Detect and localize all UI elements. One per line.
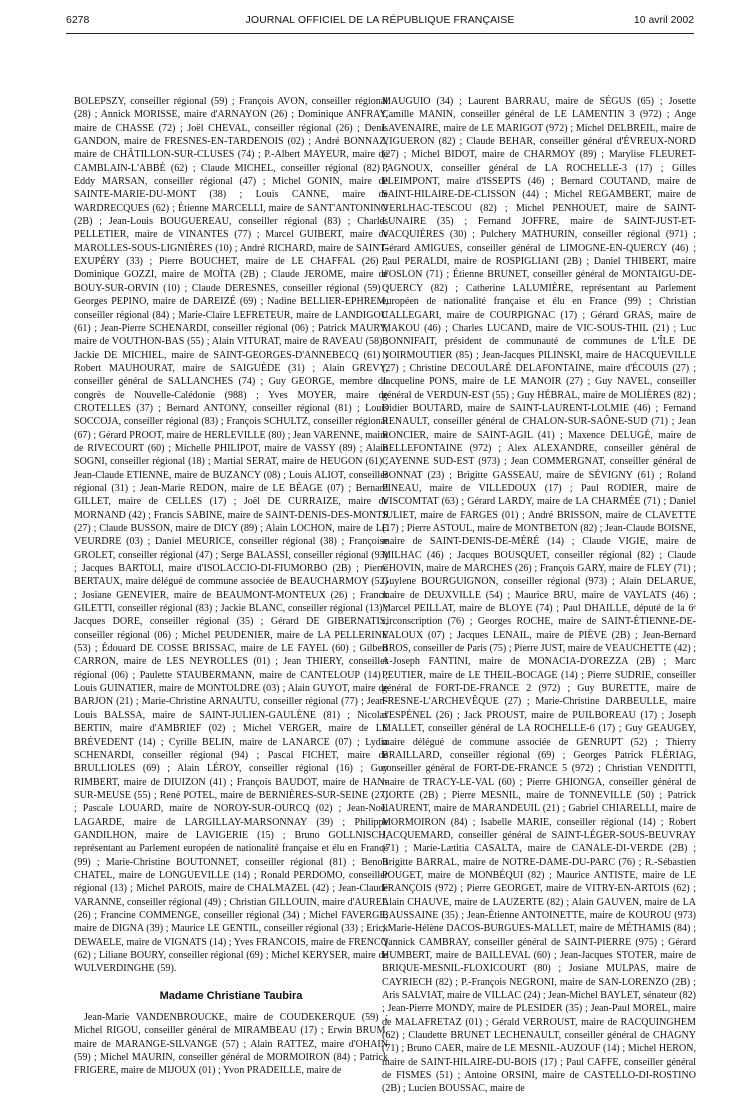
right-column: [382, 95, 696, 1095]
publication-date: 10 avril 2002: [633, 14, 694, 26]
sponsor-list-paragraph: Jean-Marie VANDENBROUCKE, maire de COUDEKERQUE (59) ; Michel RIGOU, conseiller général de MIRAMBEAU (17) ; Erwin BRUM, maire de MARANGE-SILVANGE (57) ; Alain RATTEZ, maire d'OHAIN (59) ; Michel MAURIN, conseiller général de MORMOIRON (84) ; Patrick FRIGERE, maire de MIJOUX (01) ; Yvon PRADEILLE, maire de: [74, 1012, 388, 1077]
page-header: [66, 14, 694, 30]
candidate-heading: Madame Christiane Taubira: [159, 989, 303, 1002]
left-column: [74, 95, 388, 1077]
journal-title: JOURNAL OFFICIEL DE LA RÉPUBLIQUE FRANÇAISE: [245, 14, 515, 26]
page-number: 6278: [66, 14, 90, 26]
sponsor-list-paragraph: BOLEPSZY, conseiller régional (59) ; François AVON, conseiller régional (28) ; Annick MORISSE, maire d'ARNAYON (26) ; Dominique ANFRAY, maire de CHASSE (72) ; Joël CHEVAL, conseiller régional (26) ; Denis GANDON, maire de FRESNES-EN-TARDENOIS (02) ; André BONNAZ, maire de CHÂTILLON-SUR-CLUSES (74) ; P.-Albert MAYEUR, maire de CAMBLAIN-L'ABBÉ (62) ; Claude MICHEL, conseiller régional (82) ; Eddy MARSAN, conseiller régional (47) ; Michel GONIN, maire de SAINTE-MARIE-DU-MONT (38) ; Louis CANNE, maire de WARDRECQUES (62) ; Étienne MARCELLI, maire de SANT'ANTONINO (2B) ; Jean-Louis BOUGUEREAU, conseiller régional (83) ; Charles PELLETIER, maire de VINANTES (77) ; Marcel GUIBERT, maire de MAROLLES-SOUS-LIGNIÈRES (10) ; André RICHARD, maire de SAINT-EXUPÉRY (33) ; Pierre BOUCHET, maire de LE CHAFFAL (26) ; Dominique GOZZI, maire de MOÏTA (2B) ; Claude JEROME, maire de BOUY-SUR-ORVIN (10) ; Claude DERESNES, conseiller régional (59) ; Georges PEPINO, maire de DAREIZÉ (69) ; Nadine BELLIER-EPHREM, conseiller régional (84) ; Marie-Claire LEFRETEUR, maire de LANDIGOU (61) ; Jean-Pierre SCHENARDI, conseiller régional (06) ; Patrick MAURY, maire de VOUTHON-BAS (55) ; Alain VITURAT, maire de RAVEAU (58) ; Jackie DE MICHIEL, maire de SAINT-GEORGES-D'ANNEBECQ (61) ; Robert MAUHOURAT, maire de SAIGUÈDE (31) ; Alain GREVY, conseiller général de SALLANCHES (74) ; Guy GEORGE, membre du congrès de Nouvelle-Calédonie (988) ; Yves MOYER, maire de CROTELLES (37) ; Bernard ANTONY, conseiller régional (81) ; Louis SOCCOJA, conseiller régional (83) ; François SCHULTZ, conseiller régional (67) ; Gérard PROOT, maire de HERLEVILLE (80) ; Jean VARENNE, maire de RIVECOURT (60) ; Michelle PHILIPOT, maire de VASSY (89) ; Alain SOGNI, conseiller régional (18) ; Martial SERAT, maire de HEUGON (61) ; Jean-Claude ETIENNE, maire de BUZANCY (08) ; Louis ALIOT, conseiller régional (31) ; Jean-Marie REDON, maire de LE BÉAGE (07) ; Bernard GILLET, maire de CELLES (17) ; Joël DE CURRAIZE, maire de MORNAND (42) ; Francis SABINE, maire de SAINT-DENIS-DES-MONTS (27) ; Claude BUSSON, maire de DICY (89) ; Alain LOCHON, maire de LE VEURDRE (03) ; Daniel MEURICE, conseiller régional (38) ; Françoise GROLET, conseiller régional (47) ; Serge BALASSI, conseiller régional (93) ; Jacques BARTOLI, maire d'ISOLACCIO-DI-FIUMORBO (2B) ; Pierre BERTAUX, maire délégué de commune associée de BEAUCHARMOY (52) ; Josiane GENEVIER, maire de BEAUMONT-MONTEUX (26) ; Franck GILETTI, conseiller régional (83) ; Jackie BLANC, conseiller régional (13) ; Jacques DORE, conseiller régional (35) ; Gérard DE GIBERNATIS, conseiller régional (06) ; Michel PEUDENIER, maire de LA PELLERINE (53) ; Édouard DE COSSE BRISSAC, maire de LE FAYEL (60) ; Gilbert CARRON, maire de LES NEYROLLES (01) ; Jean THIERY, conseiller régional (06) ; Paulette STAUBERMANN, maire de CANTELOUP (14) ; Louis GUINATIER, maire de MONTOLDRE (03) ; Alain GUYOT, maire de BARJON (21) ; Marie-Christine ARNAUTU, conseiller régional (77) ; Jean-Louis BALSSA, maire de SAINT-JULIEN-GAULÈNE (81) ; Nicolas BERTIN, maire d'AMBRIEF (02) ; Michel VERGER, maire de LE BRÉVEDENT (14) ; Cyrille BELIN, maire de LANARCE (07) ; Lydia SCHENARDI, conseiller régional (94) ; Pascal FICHET, maire de BRULLIOLES (69) ; Alain LÉROY, conseiller régional (16) ; Guy RIMBERT, maire de DIUIZON (41) ; François BAUDOT, maire de HAN-SUR-MEUSE (55) ; René POTEL, maire de BERNIÈRES-SUR-SEINE (27) ; Pascale LOUARD, maire de NOROY-SUR-OURCQ (02) ; Jean-Noël LAGARDE, maire de LARGILLAY-MARSONNAY (39) ; Philippe GANDILHON, maire de LAVIGERIE (15) ; Bruno GOLLNISCH, représentant au Parlement européen de nationalité française et élu en France (99) ; Marie-Christine BOUTONNET, conseiller régional (81) ; Benoît CHATEL, maire de LONGUEVILLE (14) ; Ronald PERDOMO, conseiller régional (13) ; Michel PAROIS, maire de CHALMAZEL (42) ; Jean-Claude VARANNE, conseiller régional (49) ; Christian GILLOUIN, maire d'AUREL (26) ; Francine COMMENGE, conseiller régional (34) ; Michel FAVERGE, maire de DIGNA (39) ; Maurice LE GENTIL, conseiller régional (33) ; Erick DEWAELE, maire de VIGNATS (14) ; Yves FRANCOIS, maire de FRENCQ (62) ; Liliane BOURY, conseiller régional (69) ; Michel KERYSER, maire de WULVERDINGHE (59).: [74, 96, 388, 975]
header-rule: [66, 33, 694, 34]
sponsor-list-paragraph: MAUGUIO (34) ; Laurent BARRAU, maire de SÉGUS (65) ; Josette Camille MANIN, conseiller général de LE LAMENTIN 3 (972) ; Ange LAVENAIRE, maire de LE MARIGOT (972) ; Michel DELBREIL, maire de VIGUERON (82) ; Claude BEHAR, conseiller général d'ÉVREUX-NORD (27) ; Michel BIDOT, maire de CHARMOY (89) ; Marylise FLEURET-PAGNOUX, conseiller général de LA ROCHELLE-3 (17) ; Gilles PLEIMPONT, maire d'ISSEPTS (46) ; Bernard COUTAND, maire de SAINT-HILAIRE-DE-CLISSON (44) ; Michel REGAMBERT, maire de VERLHAC-TESCOU (82) ; Michel PENHOUET, maire de SAINT-LUNAIRE (35) ; Fernand JOFFRE, maire de SAINT-JUST-ET-VACQUIÈRES (30) ; Pulchery MATHURIN, conseiller régional (971) ; Gérard AMIGUES, conseiller général de LIMOGNE-EN-QUERCY (46) ; Paul PERALDI, maire de ROSPIGLIANI (2B) ; Daniel THIBERT, maire d'OSLON (71) ; Étienne BRUNET, conseiller général de MONTAIGU-DE-QUERCY (82) ; Catherine LALUMIÈRE, représentant au Parlement européen de nationalité française et élu en France (99) ; Christian CALLEGARI, maire de COURPIGNAC (17) ; Gérard GRAS, maire de MAKOU (46) ; Charles LUCAND, maire de VIC-SOUS-THIL (21) ; Luc BONNIFAIT, président de communauté de communes de L'ÎLE DE NOIRMOUTIER (85) ; Jean-Jacques PILINSKI, maire de HACQUEVILLE (27) ; Christine DECOULARÉ DELAFONTAINE, maire d'ÉCOUIS (27) ; Jacqueline PONS, maire de LE MANOIR (27) ; Guy NAVEL, conseiller général de VERDUN-EST (55) ; Guy HÉBRAL, maire de MOLIÈRES (82) ; Didier BOUTARD, maire de SAINT-LAURENT-LOLMIE (46) ; Fernand RENAULT, conseiller général de CHALON-SUR-SAÔNE-SUD (71) ; Jean RONCIER, maire de SAINT-AGIL (41) ; Maxence DELUGÉ, maire de BELLEFONTAINE (972) ; Alex ALEXANDRE, conseiller général de CAYENNE SUD-EST (973) ; Jean COMMERGNAT, conseiller général de BONNAT (23) ; Brigitte GASSEAU, maire de SÉVIGNY (61) ; Roland PINEAU, maire de VILLEDOUX (17) ; Paul RODIER, maire de VISCOMTAT (63) ; Gérard LARDY, maire de LA CHARMÉE (71) ; Daniel JULIET, maire de FARGES (01) ; André BRISSON, maire de CLAVETTE (17) ; Pierre ASTOUL, maire de MONTBETON (82) ; Jean-Claude BOISNE, maire de SAINT-DENIS-DE-MÉRÉ (14) ; Claude VIGIE, maire de MILHAC (46) ; Jacques BOUSQUET, conseiller régional (82) ; Claude CHOVIN, maire de MARCHES (26) ; François GARY, maire de FLEY (71) ; Guylene BOURGUIGNON, conseiller régional (973) ; Alain DELARUE, maire de DEUXVILLE (54) ; Maurice BRU, maire de VAYLATS (46) ; Marcel PEILLAT, maire de BLOYE (74) ; Paul DHAILLE, député de la 6ᵉ circonscription (76) ; Georges ROCHE, maire de SAINT-ÉTIENNE-DE-VALOUX (07) ; Jacques LENAIL, maire de PIÈVE (2B) ; Jean-Bernard BROS, conseiller de Paris (75) ; Pierre JUST, maire de VEAUCHETTE (42) ; A-Joseph FANTINI, maire de MONACIA-D'OREZZA (2B) ; Marc PEUTIER, maire de LE THEIL-BOCAGE (14) ; Pierre SUDRIE, conseiller général de FORT-DE-FRANCE 2 (972) ; Guy BURETTE, maire de FRESNE-L'ARCHEVÊQUE (27) ; Marie-Christine DARBEULLE, maire d'ESPÉNEL (26) ; Jack PROUST, maire de PUILBOREAU (17) ; Joseph MALLET, conseiller général de LA ROCHELLE-6 (17) ; Guy GEAUGEY, maire délégué de commune associée de GENRUPT (52) ; Thierry BRAILLARD, conseiller régional (69) ; Georges Patrick FLÉRIAG, conseiller général de FORT-DE-FRANCE 5 (972) ; Christian VENDITTI, maire de TRACY-LE-VAL (60) ; Pierre GHIONGA, conseiller général de CORTE (2B) ; Pierre MESNIL, maire de TONNEVILLE (50) ; Patrick LAURENT, maire de MARANDEUIL (21) ; Gabriel CHIARELLI, maire de MORMOIRON (84) ; Isabelle MARIE, conseiller régional (14) ; Robert JACQUEMARD, conseiller général de SAINT-LÉGER-SOUS-BEUVRAY (71) ; Marie-Lætitia CASALTA, maire de CANALE-DI-VERDE (2B) ; Brigitte BARRAL, maire de NOTRE-DAME-DU-PARC (76) ; R.-Sébastien POUGET, maire de MONBÉQUI (82) ; Maurice ANTISTE, maire de LE FRANÇOIS (972) ; Pierre GEORGET, maire de VITRY-EN-ARTOIS (62) ; Alain CHAUVE, maire de LAUZERTE (82) ; Alain GAUVEN, maire de LA BAUSSAINE (35) ; Jean-Étienne ANTOINETTE, maire de KOUROU (973) ; Marie-Hélène DACOS-BURGUES-MALLET, maire de MÉTHAMIS (84) ; Yannick CAMBRAY, conseiller général de SAINT-PIERRE (975) ; Gérard HUMBERT, maire de BAILLEVAL (60) ; Jean-Jacques STOTER, maire de BRIQUE-MESNIL-FLOXICOURT (80) ; Josiane MULPAS, maire de CAYRIECH (82) ; P.-François NEGRONI, maire de SAN-LORENZO (2B) ; Aris SALVIAT, maire de VILLAC (24) ; Jean-Michel BAYLET, sénateur (82) ; Jean-Pierre MONDY, maire de PLESIDER (35) ; Jean-Paul MOREL, maire de MALAFRETAZ (01) ; Gérald VERROUST, maire de RACQUINGHEM (62) ; Claudette BRUNET LECHENAULT, conseiller général de CHAGNY (71) ; Bruno CAER, maire de LE MESNIL-AUZOUF (14) ; Michel HERON, maire de SAINT-HILAIRE-DU-BOIS (17) ; Paul CAFFE, conseiller général de FISMES (51) ; Antoine ORSINI, maire de CASTELLO-DI-ROSTINO (2B) ; Lucien BOUSSAC, maire de: [382, 96, 696, 1095]
